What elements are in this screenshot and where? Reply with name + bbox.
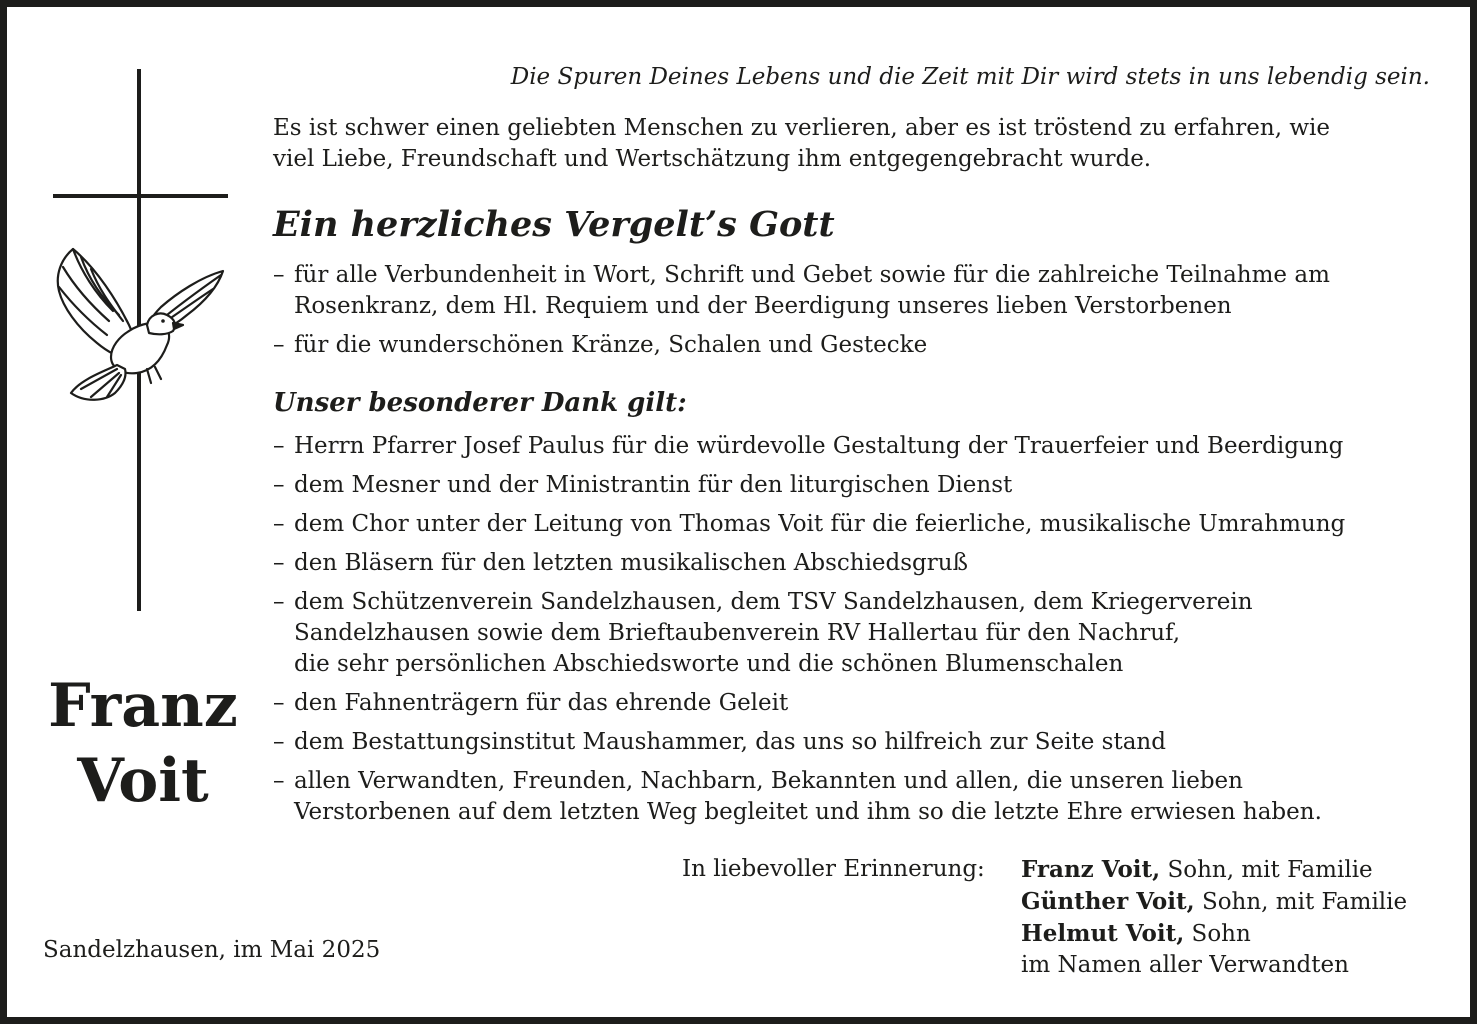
dash: –	[273, 262, 285, 288]
dash: –	[273, 433, 285, 459]
dash: –	[273, 332, 285, 358]
list-item-line: den Bläsern für den letzten musikalischen Abschiedsgruß	[294, 550, 968, 576]
dove-icon	[51, 245, 231, 410]
list-item	[273, 431, 1345, 462]
list-item-line: dem Schützenverein Sandelzhausen, dem TSV Sandelzhausen, dem Kriegerverein	[294, 589, 1253, 615]
signer-relation: Sohn, mit Familie	[1194, 889, 1408, 915]
list-item-line: Rosenkranz, dem Hl. Requiem und der Beerdigung unseres lieben Verstorbenen	[294, 293, 1232, 319]
signer-name: Günther Voit,	[1021, 888, 1195, 915]
list-item-line: dem Chor unter der Leitung von Thomas Voit für die feierliche, musikalische Umrahmung	[294, 511, 1346, 537]
list-item	[273, 260, 1330, 322]
signature-closing: im Namen aller Verwandten	[1021, 952, 1349, 978]
list-item	[273, 688, 1345, 719]
intro-line: Es ist schwer einen geliebten Menschen zu verlieren, aber es ist tröstend zu erfahren, wie	[273, 115, 1330, 141]
list-item-line: den Fahnenträgern für das ehrende Geleit	[294, 690, 789, 716]
last-name: Voit	[77, 746, 209, 816]
dash: –	[273, 511, 285, 537]
list-item	[273, 727, 1345, 758]
list-item	[273, 766, 1345, 828]
list-item-line: allen Verwandten, Freunden, Nachbarn, Bekannten und allen, die unseren lieben	[294, 768, 1243, 794]
signer-relation: Sohn	[1184, 921, 1251, 947]
list-item-line: Sandelzhausen sowie dem Brieftaubenverein RV Hallertau für den Nachruf,	[294, 620, 1181, 646]
signer	[1021, 854, 1407, 886]
signer-name: Helmut Voit,	[1021, 920, 1185, 947]
special-thanks-list	[273, 431, 1345, 836]
intro-line: viel Liebe, Freundschaft und Wertschätzung ihm entgegengebracht wurde.	[273, 146, 1152, 172]
list-item	[273, 470, 1345, 501]
dash: –	[273, 550, 285, 576]
list-item-line: für die wunderschönen Kränze, Schalen und Gestecke	[294, 332, 928, 358]
list-item-line: Verstorbenen auf dem letzten Weg begleitet und ihm so die letzte Ehre erwiesen haben.	[294, 799, 1322, 825]
list-item	[273, 509, 1345, 540]
place-date: Sandelzhausen, im Mai 2025	[43, 937, 381, 963]
motto: Die Spuren Deines Lebens und die Zeit mit Dir wird stets in uns lebendig sein.	[510, 64, 1430, 90]
thanks-list	[273, 260, 1330, 361]
list-item	[273, 587, 1345, 680]
list-item-line: die sehr persönlichen Abschiedsworte und die schönen Blumenschalen	[294, 651, 1124, 677]
dash: –	[273, 768, 285, 794]
list-item	[273, 548, 1345, 579]
deceased-name	[43, 669, 243, 819]
first-name: Franz	[48, 671, 238, 741]
dash: –	[273, 589, 285, 615]
list-item-line: Herrn Pfarrer Josef Paulus für die würdevolle Gestaltung der Trauerfeier und Beerdigung	[294, 433, 1344, 459]
intro-text	[273, 113, 1330, 175]
dash: –	[273, 690, 285, 716]
heading-special: Unser besonderer Dank gilt:	[273, 388, 687, 418]
cross-bar	[53, 194, 228, 198]
list-item-line: für alle Verbundenheit in Wort, Schrift und Gebet sowie für die zahlreiche Teilnahme am	[294, 262, 1330, 288]
signature-label: In liebevoller Erinnerung:	[682, 856, 985, 882]
signer	[1021, 886, 1407, 918]
list-item	[273, 330, 1330, 361]
signer-name: Franz Voit,	[1021, 856, 1161, 883]
list-item-line: dem Bestattungsinstitut Maushammer, das uns so hilfreich zur Seite stand	[294, 729, 1166, 755]
dash: –	[273, 472, 285, 498]
dash: –	[273, 729, 285, 755]
signer	[1021, 918, 1407, 950]
heading-thanks: Ein herzliches Vergelt’s Gott	[273, 204, 835, 245]
signature-names	[1021, 854, 1407, 981]
signer-relation: Sohn, mit Familie	[1160, 857, 1373, 883]
list-item-line: dem Mesner und der Ministrantin für den liturgischen Dienst	[294, 472, 1013, 498]
